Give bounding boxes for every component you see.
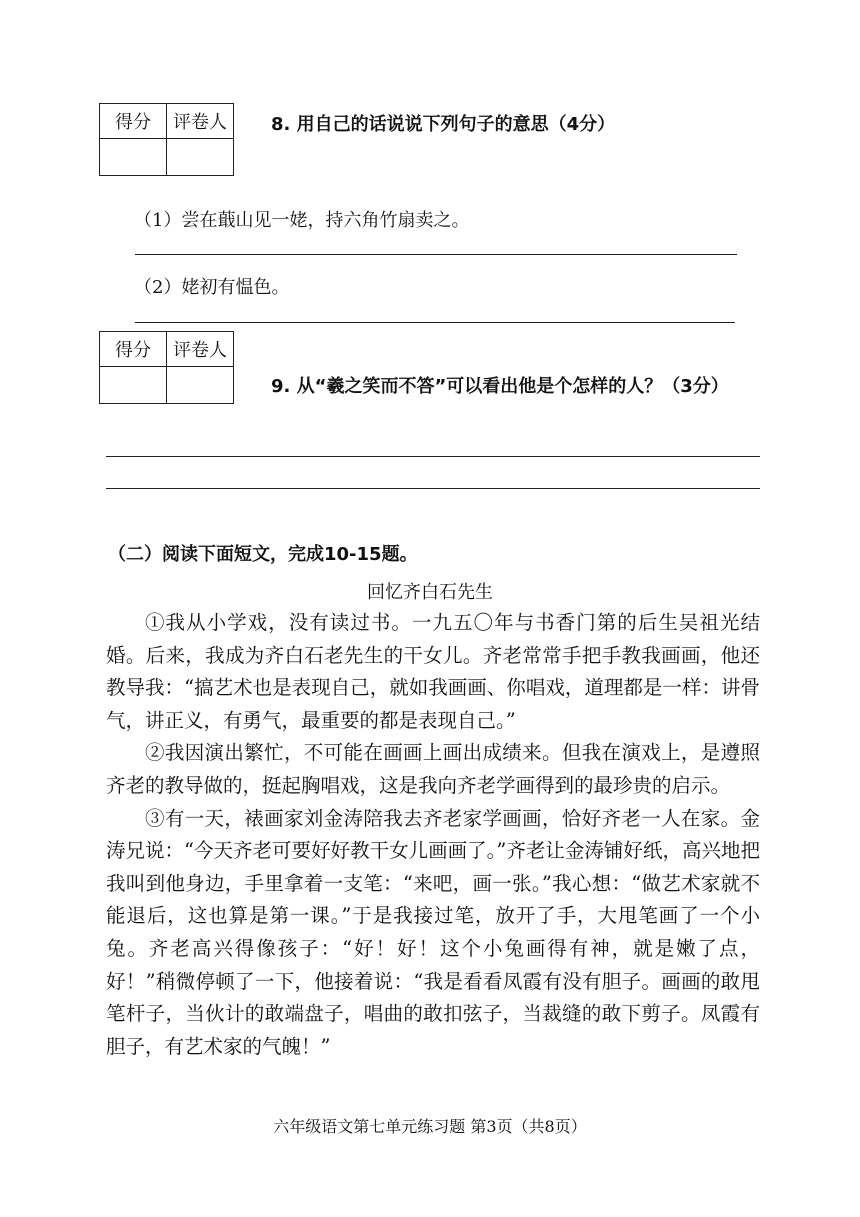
page-footer: 六年级语文第七单元练习题 第3页（共8页） [273, 1117, 587, 1136]
article-title: 回忆齐白石先生 [367, 582, 493, 603]
score-header: 得分 [100, 332, 167, 367]
grader-header: 评卷人 [167, 332, 234, 367]
score-header: 得分 [100, 104, 167, 139]
section-heading: （二）阅读下面短文，完成10-15题。 [108, 544, 418, 565]
answer-line-9-2[interactable] [106, 488, 760, 489]
grader-cell[interactable] [167, 367, 234, 404]
paragraph-2: ②我因演出繁忙，不可能在画画上画出成绩来。但我在演戏上，是遵照齐老的教导做的，挺起胸唱戏，这是我向齐老学画得到的最珍贵的启示。 [106, 741, 760, 797]
question-8-title: 8. 用自己的话说说下列句子的意思（4分） [271, 114, 616, 135]
paragraph-1: ①我从小学戏，没有读过书。一九五〇年与书香门第的后生吴祖光结婚。后来，我成为齐白石老先生的干女儿。齐老常常手把手教我画画，他还教导我：“搞艺术也是表现自己，就如我画画、你唱戏，道理都是一样：讲骨气，讲正义，有勇气，最重要的都是表现自己。” [106, 611, 760, 732]
article-body [106, 607, 760, 1063]
score-cell[interactable] [100, 367, 167, 404]
answer-line-8-2[interactable] [135, 322, 735, 323]
question-9-title: 9. 从“羲之笑而不答”可以看出他是个怎样的人？（3分） [271, 376, 729, 397]
question-8-item-1: （1）尝在蕺山见一姥，持六角竹扇卖之。 [134, 210, 470, 231]
paragraph-3: ③有一天，裱画家刘金涛陪我去齐老家学画画，恰好齐老一人在家。金涛兄说：“今天齐老可要好好教干女儿画画了。”齐老让金涛铺好纸，高兴地把我叫到他身边，手里拿着一支笔：“来吧，画一张。”我心想：“做艺术家就不能退后，这也算是第一课。”于是我接过笔，放开了手，大甩笔画了一个小兔。齐老高兴得像孩子：“好！好！这个小兔画得有神，就是嫩了点，好！”稍微停顿了一下，他接着说：“我是看看凤霞有没有胆子。画画的敢甩笔杆子，当伙计的敢端盘子，唱曲的敢扣弦子，当裁缝的敢下剪子。凤霞有胆子，有艺术家的气魄！” [106, 806, 760, 1058]
grader-cell[interactable] [167, 139, 234, 176]
question-8-item-2: （2）姥初有愠色。 [134, 277, 290, 298]
grader-header: 评卷人 [167, 104, 234, 139]
answer-line-8-1[interactable] [135, 254, 737, 255]
answer-line-9-1[interactable] [106, 456, 760, 457]
score-table-q9 [99, 331, 234, 404]
score-cell[interactable] [100, 139, 167, 176]
score-table-q8 [99, 103, 234, 176]
